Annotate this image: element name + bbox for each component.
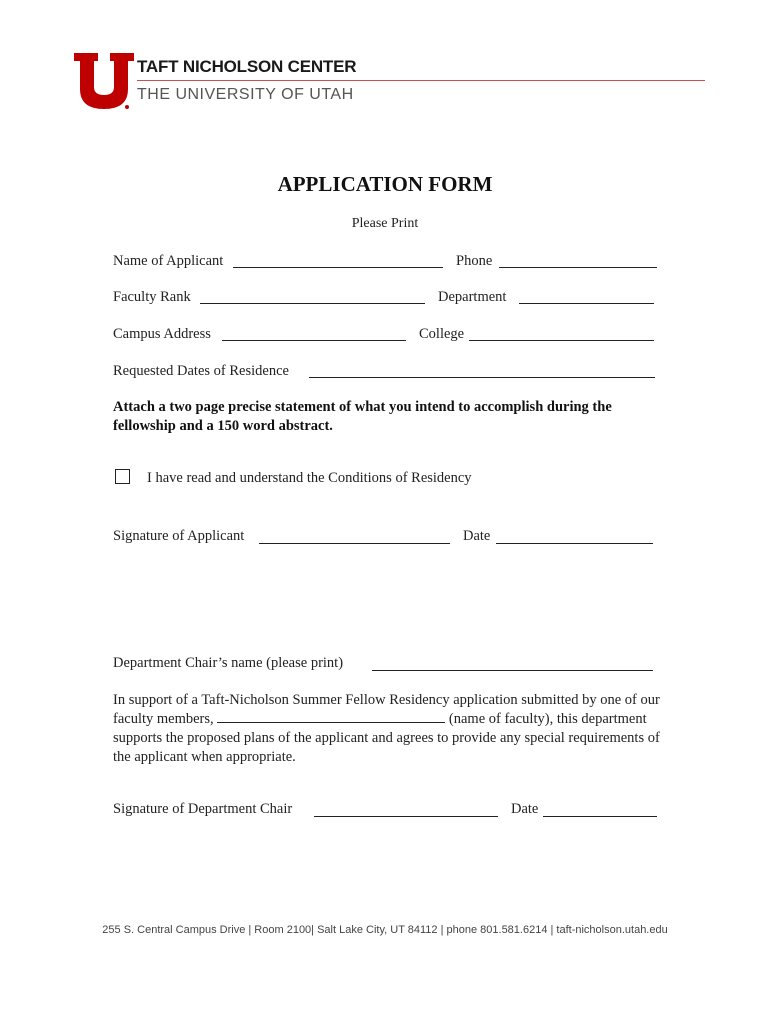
rank-field[interactable]: [200, 303, 425, 304]
signature-field[interactable]: [259, 543, 450, 544]
org-name: TAFT NICHOLSON CENTER: [137, 57, 357, 76]
header-divider: [137, 80, 705, 81]
department-field[interactable]: [519, 303, 654, 304]
page-title: APPLICATION FORM: [277, 172, 493, 196]
name-label: Name of Applicant: [113, 253, 224, 269]
department-label: Department: [438, 289, 507, 305]
footer-address: 255 S. Central Campus Drive | Room 2100| Salt Lake City, UT 84112 | phone 801.581.6214 | taft-nicholson.utah.edu: [102, 924, 668, 936]
college-label: College: [419, 326, 465, 342]
date-label: Date: [463, 528, 491, 544]
name-field[interactable]: [233, 267, 443, 268]
dates-label: Requested Dates of Residence: [113, 363, 289, 379]
address-label: Campus Address: [113, 326, 211, 342]
phone-field[interactable]: [499, 267, 657, 268]
faculty-name-field[interactable]: [217, 710, 445, 723]
rank-label: Faculty Rank: [113, 289, 191, 305]
support-text-end: (name of faculty), this department supports the proposed plans of the applicant and agrees to provide any special requirements of the applicant when appropriate.: [113, 711, 660, 765]
signature-label: Signature of Applicant: [113, 528, 245, 544]
university-logo: [74, 53, 134, 111]
phone-label: Phone: [456, 253, 493, 269]
support-text-start: In support of a Taft-Nicholson Summer Fellow Residency application submitted by one of our faculty members,: [113, 692, 660, 727]
chair-signature-label: Signature of Department Chair: [113, 801, 293, 817]
conditions-checkbox[interactable]: [115, 469, 130, 484]
attachment-note: Attach a two page precise statement of what you intend to accomplish during the fellowship and a 150 word abstract.: [113, 399, 612, 434]
dates-field[interactable]: [309, 377, 655, 378]
conditions-label: I have read and understand the Conditions of Residency: [147, 470, 472, 486]
org-subtitle: THE UNIVERSITY OF UTAH: [137, 86, 354, 103]
support-statement: [113, 691, 673, 767]
chair-date-field[interactable]: [543, 816, 657, 817]
chair-name-label: Department Chair’s name (please print): [113, 655, 344, 671]
page-subtitle: Please Print: [351, 216, 419, 231]
address-field[interactable]: [222, 340, 406, 341]
chair-name-field[interactable]: [372, 670, 653, 671]
college-field[interactable]: [469, 340, 654, 341]
date-field[interactable]: [496, 543, 653, 544]
chair-signature-field[interactable]: [314, 816, 498, 817]
chair-date-label: Date: [511, 801, 539, 817]
